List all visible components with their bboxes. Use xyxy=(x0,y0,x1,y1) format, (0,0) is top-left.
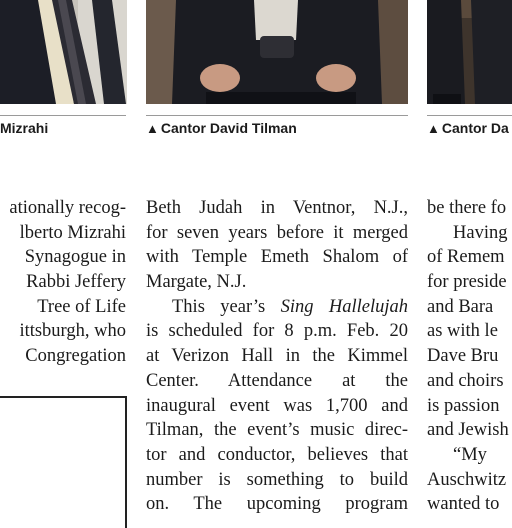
body-text-line: for seven years before it merged xyxy=(146,222,408,243)
caption-rule-right xyxy=(427,115,512,116)
triangle-marker-icon: ▲ xyxy=(427,121,440,136)
body-text-line: “My xyxy=(453,444,487,465)
body-text-line: Center. Attendance at the xyxy=(146,370,408,391)
body-text-line: number is something to build xyxy=(146,469,408,490)
photo-caption-middle: ▲ Cantor David Tilman xyxy=(146,120,297,136)
body-text-line: and choirs xyxy=(427,370,504,391)
body-text-line: on. The upcoming program xyxy=(146,494,408,515)
photo-right xyxy=(427,0,512,104)
body-text-line: of Remem xyxy=(427,247,505,268)
body-text-line: Synagogue in xyxy=(24,247,126,268)
body-text-line: Auschwitz xyxy=(427,469,507,490)
body-text-line: ittsburgh, who xyxy=(19,321,126,342)
article-column-middle xyxy=(146,196,408,517)
body-text-line: and Jewish xyxy=(427,420,509,441)
body-text-line: Tilman, the event’s music direc- xyxy=(146,420,408,441)
body-text-line: Beth Judah in Ventnor, N.J., xyxy=(146,198,408,218)
photo-caption-left: Mizrahi xyxy=(0,120,49,136)
body-text-line: is scheduled for 8 p.m. Feb. 20 xyxy=(146,321,408,342)
triangle-marker-icon: ▲ xyxy=(146,121,159,136)
caption-rule-left xyxy=(0,115,126,116)
body-text-line: Having xyxy=(453,222,508,243)
body-text-line: as with le xyxy=(427,321,498,342)
body-text-line: Congregation xyxy=(25,346,126,367)
body-text-line: This year’s Sing Hallelujah xyxy=(172,296,408,317)
body-text-line: Tree of Life xyxy=(37,296,126,317)
body-text-line: Margate, N.J. xyxy=(146,272,247,293)
body-text-line: be there fo xyxy=(427,198,507,218)
body-text-line: for preside xyxy=(427,272,507,293)
article-column-right xyxy=(427,196,512,517)
event-title: Sing Hallelujah xyxy=(280,296,408,317)
body-text-line: and Bara xyxy=(427,296,494,317)
body-text-line: lberto Mizrahi xyxy=(19,222,126,243)
body-text-line: at Verizon Hall in the Kimmel xyxy=(146,346,408,367)
body-text-line: Dave Bru xyxy=(427,346,499,367)
body-text-line: tor and conductor, believes that xyxy=(146,444,408,465)
caption-rule-middle xyxy=(146,115,408,116)
photo-left xyxy=(0,0,127,104)
article-column-left xyxy=(0,196,126,369)
body-text-line: is passion xyxy=(427,395,500,416)
body-text-line: inaugural event was 1,700 and xyxy=(146,395,408,416)
body-text-line: ationally recog- xyxy=(9,198,126,218)
photo-caption-right: ▲ Cantor Da xyxy=(427,120,509,136)
body-text-line: Rabbi Jeffery xyxy=(26,272,126,293)
photo-middle xyxy=(146,0,408,104)
body-text-line: wanted to xyxy=(427,494,500,515)
sidebar-box xyxy=(0,396,127,528)
body-text-line: with Temple Emeth Shalom of xyxy=(146,247,408,268)
